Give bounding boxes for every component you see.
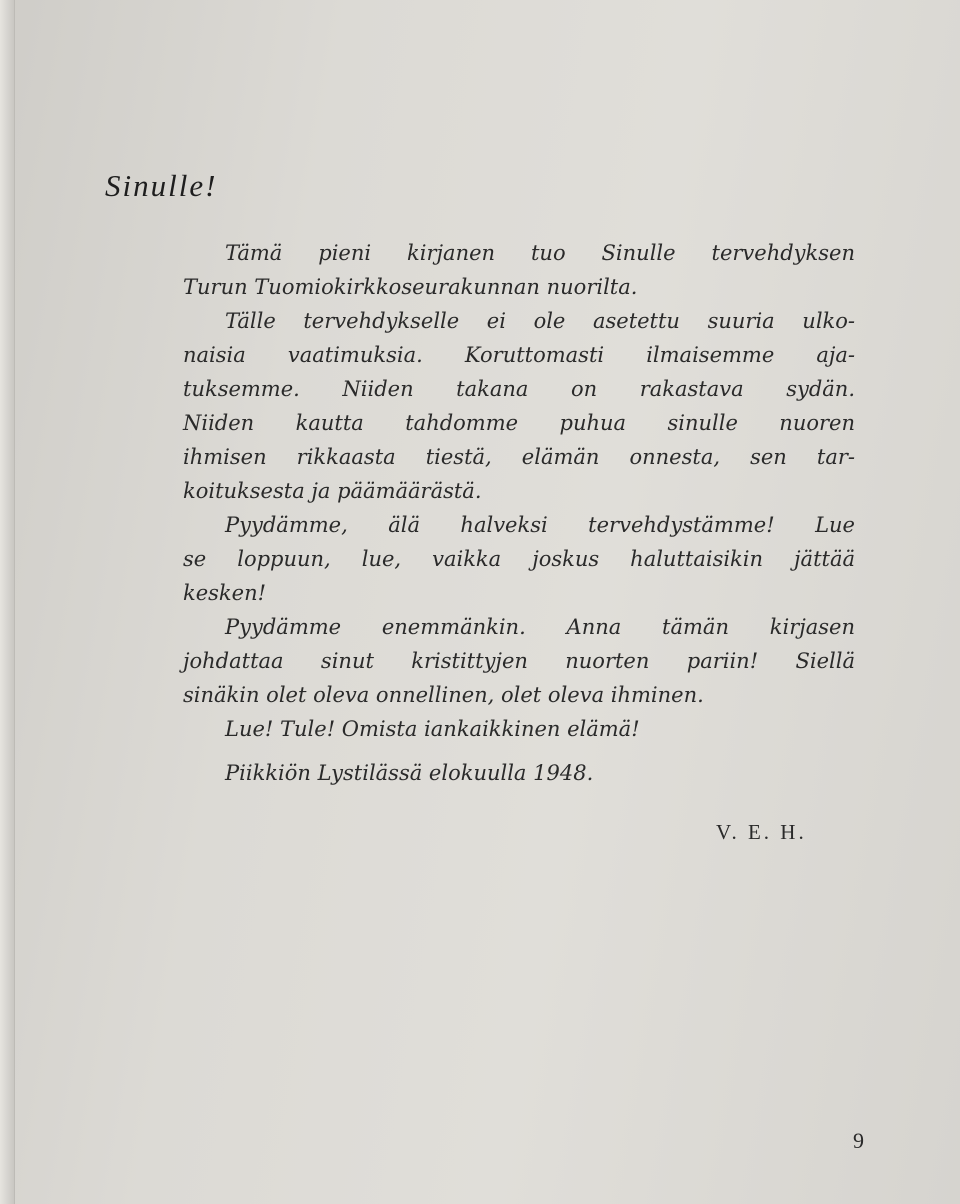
page-edge xyxy=(0,0,15,1204)
text-line: tuksemme. Niiden takana on rakastava sydän. xyxy=(183,377,855,401)
text-line: naisia vaatimuksia. Koruttomasti ilmaisemme aja- xyxy=(183,343,855,367)
text-line: Turun Tuomiokirkkoseurakunnan nuorilta. xyxy=(183,275,638,299)
text-line: Tälle tervehdykselle ei ole asetettu suuria ulko- xyxy=(225,309,855,333)
date-line: Piikkiön Lystilässä elokuulla 1948. xyxy=(225,761,594,785)
text-line: Tämä pieni kirjanen tuo Sinulle tervehdyksen xyxy=(225,241,855,265)
text-line: Niiden kautta tahdomme puhua sinulle nuoren xyxy=(183,411,855,435)
text-line: ihmisen rikkaasta tiestä, elämän onnesta, sen tar- xyxy=(183,445,855,469)
text-line: Lue! Tule! Omista iankaikkinen elämä! xyxy=(225,717,640,741)
text-line: sinäkin olet oleva onnellinen, olet oleva ihminen. xyxy=(183,683,704,707)
text-line: kesken! xyxy=(183,581,267,605)
text-line: Pyydämme, älä halveksi tervehdystämme! Lue xyxy=(225,513,855,537)
text-line: johdattaa sinut kristittyjen nuorten pariin! Siellä xyxy=(183,649,855,673)
letter-body xyxy=(183,236,855,790)
text-line: koituksesta ja päämäärästä. xyxy=(183,479,482,503)
page-number: 9 xyxy=(853,1128,864,1153)
text-line: Pyydämme enemmänkin. Anna tämän kirjasen xyxy=(225,615,855,639)
page-title: Sinulle! xyxy=(105,168,218,203)
signature: V. E. H. xyxy=(716,820,807,844)
text-line: se loppuun, lue, vaikka joskus haluttaisikin jättää xyxy=(183,547,855,571)
